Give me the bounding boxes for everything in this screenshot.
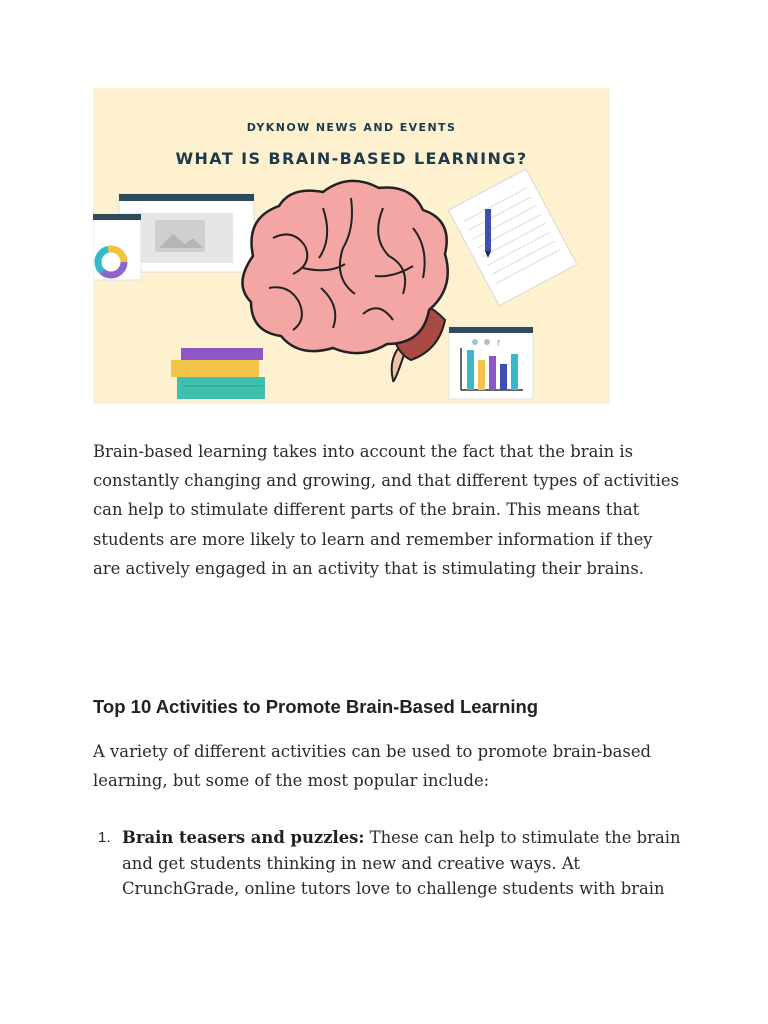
- banner-illustration: [93, 88, 610, 404]
- donut-chart-card-illustration: [93, 214, 141, 280]
- brain-illustration: [242, 181, 447, 381]
- pencil-illustration: [485, 209, 491, 258]
- bar-chart-card-illustration: [449, 327, 533, 399]
- list-item-body: [122, 825, 682, 902]
- list-item-title: Brain teasers and puzzles:: [122, 828, 365, 847]
- banner-title: WHAT IS BRAIN-BASED LEARNING?: [175, 149, 528, 168]
- lead-paragraph: A variety of different activities can be used to promote brain-based learning, but some of the most popular include:: [93, 742, 652, 791]
- notepad-illustration: [448, 169, 576, 306]
- intro-paragraph: Brain-based learning takes into account the fact that the brain is constantly changing and growing, and that different types of activities can help to stimulate different parts of the brain. This means that students are more likely to learn and remember information if they are actively engaged in an activity that is stimulating their brains.: [93, 442, 679, 578]
- list-item-text: These can help to stimulate the brain and get students thinking in new and creative ways. At CrunchGrade, online tutors love to challenge students with brain: [122, 828, 681, 899]
- list-item-number: 1.: [98, 829, 111, 846]
- hero-banner: [93, 88, 610, 404]
- banner-kicker: DYKNOW NEWS AND EVENTS: [246, 121, 457, 134]
- svg-text:f: f: [497, 339, 500, 348]
- books-illustration: [171, 348, 265, 399]
- section-heading: Top 10 Activities to Promote Brain-Based Learning: [93, 696, 539, 717]
